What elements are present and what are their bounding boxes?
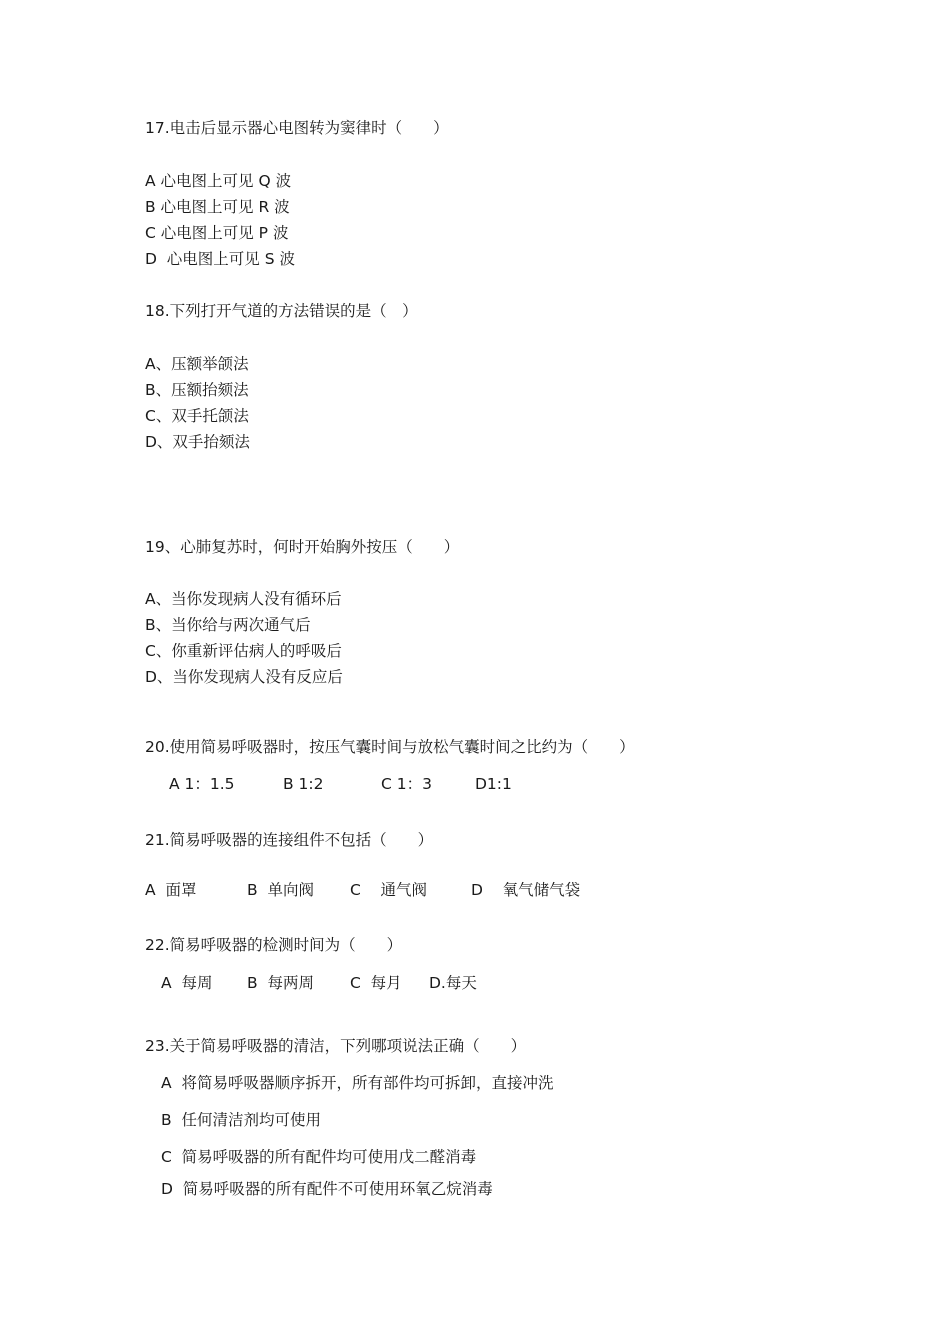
question-20-option-c: C 1：3	[381, 775, 432, 793]
question-20-option-b: B 1:2	[283, 775, 324, 793]
question-18-stem: 18.下列打开气道的方法错误的是（ ）	[145, 302, 418, 320]
question-23-stem: 23.关于简易呼吸器的清洁，下列哪项说法正确（ ）	[145, 1037, 527, 1055]
question-17-option-c: C 心电图上可见 P 波	[145, 224, 289, 242]
question-22-stem: 22.简易呼吸器的检测时间为（ ）	[145, 936, 403, 954]
question-23-option-d: D 简易呼吸器的所有配件不可使用环氧乙烷消毒	[161, 1180, 493, 1198]
question-21-option-c: C 通气阀	[350, 881, 428, 899]
question-17-option-b: B 心电图上可见 R 波	[145, 198, 290, 216]
question-21-option-d: D 氧气储气袋	[471, 881, 581, 899]
question-23-option-a: A 将简易呼吸器顺序拆开，所有部件均可拆卸，直接冲洗	[161, 1074, 554, 1092]
question-18-option-b: B、压额抬颏法	[145, 381, 249, 399]
question-22-option-d: D.每天	[429, 974, 477, 992]
question-20-option-a: A 1：1.5	[169, 775, 235, 793]
question-23-option-c: C 简易呼吸器的所有配件均可使用戊二醛消毒	[161, 1148, 477, 1166]
question-17-option-a: A 心电图上可见 Q 波	[145, 172, 292, 190]
question-17-stem: 17.电击后显示器心电图转为窦律时（ ）	[145, 119, 449, 137]
question-21-stem: 21.简易呼吸器的连接组件不包括（ ）	[145, 831, 434, 849]
question-18-option-c: C、双手托颌法	[145, 407, 249, 425]
question-19-option-c: C、你重新评估病人的呼吸后	[145, 642, 342, 660]
question-19-option-d: D、当你发现病人没有反应后	[145, 668, 343, 686]
question-20-stem: 20.使用简易呼吸器时，按压气囊时间与放松气囊时间之比约为（ ）	[145, 738, 635, 756]
question-22-option-c: C 每月	[350, 974, 402, 992]
question-17-option-d: D 心电图上可见 S 波	[145, 250, 295, 268]
question-19-option-a: A、当你发现病人没有循环后	[145, 590, 342, 608]
question-21-option-a: A 面罩	[145, 881, 197, 899]
question-19-option-b: B、当你给与两次通气后	[145, 616, 311, 634]
question-23-option-b: B 任何清洁剂均可使用	[161, 1111, 321, 1129]
question-18-option-a: A、压额举颌法	[145, 355, 249, 373]
question-22-option-a: A 每周	[161, 974, 213, 992]
question-20-option-d: D1:1	[475, 775, 512, 793]
question-19-stem: 19、心肺复苏时，何时开始胸外按压（ ）	[145, 538, 460, 556]
question-18-option-d: D、双手抬颏法	[145, 433, 250, 451]
question-21-option-b: B 单向阀	[247, 881, 314, 899]
question-22-option-b: B 每两周	[247, 974, 314, 992]
